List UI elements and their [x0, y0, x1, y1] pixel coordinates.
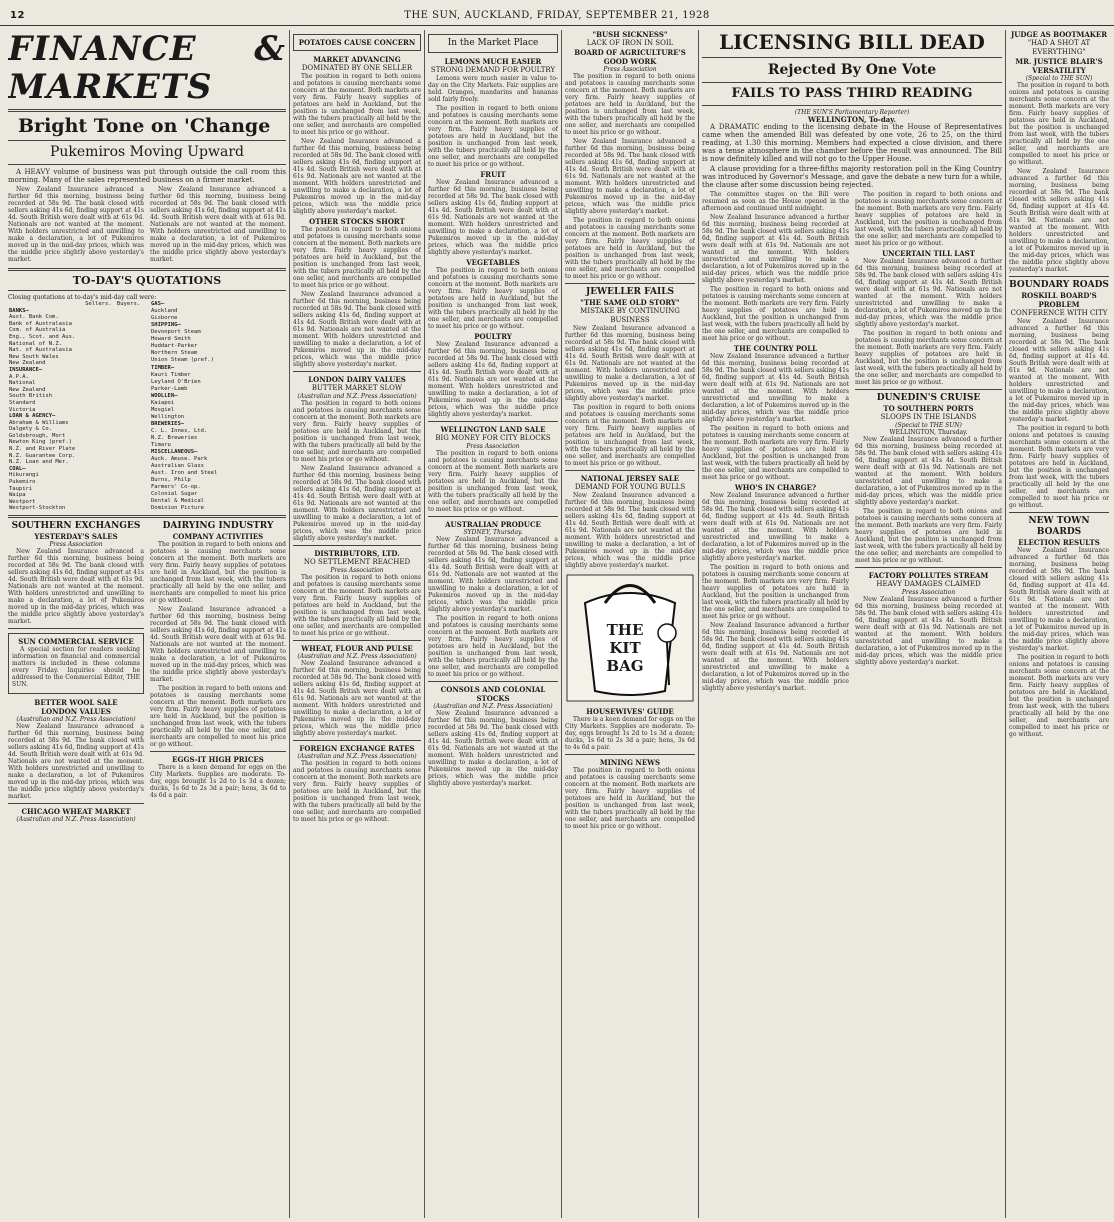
page-number: 12 [10, 10, 25, 21]
quotation-row [150, 428, 286, 435]
quotation-label: Victoria [9, 406, 36, 413]
kit-bag-body: There is a keen demand for eggs on the City Markets. Supplies are moderate. To-day, eggs brought 1s 2d to 1s 3d a dozen; ducks, 1s 6d to 2s 3d a pair; hens, 3s 6d to 4s 6d a pair. [565, 716, 695, 751]
quotation-label: Gisborne [151, 315, 178, 322]
finance-headline: Bright Tone on 'Change [18, 115, 271, 137]
country-poll-heading: THE COUNTRY POLL [733, 344, 818, 353]
quotation-row [8, 367, 144, 374]
roads-sub1: ROSKILL BOARD'S PROBLEM [1021, 291, 1097, 309]
potatoes-title: POTATOES CAUSE CONCERN [298, 38, 416, 47]
licensing-lead2: A clause providing for a three-fifths majority restoration poll in the King Country was introduced by Governor's Message, and gave the debate a new turn for a while, the clause after some discussion being rejected. [702, 165, 1002, 189]
quotation-row [8, 407, 144, 414]
quotation-label: MISCELLANEOUS— [151, 448, 198, 455]
quotation-label: BREWERIES— [151, 420, 185, 427]
aus-produce-place: SYDNEY, Thursday. [463, 529, 523, 536]
land-sale-sub: BIG MONEY FOR CITY BLOCKS [435, 434, 551, 442]
aus-produce-body-2: The position in regard to both onions and potatoes is causing merchants some concern at the moment. Both markets are very firm. Fairly heavy supplies of potatoes are held in Auckland, but the position is unchanged from last week, with the tubers practically all held by the one seller, and merchants are compelled to meet his price or go without. [428, 615, 558, 678]
quotation-row [8, 486, 144, 493]
uncertain-body-2: The position in regard to both onions and potatoes is causing merchants some concern at the moment. Both markets are very firm. Fairly heavy supplies of potatoes are held in Auckland, but the position is unchanged from last week, with the tubers practically all held by the one seller, and merchants are compelled to meet his price or go without. [855, 330, 1002, 386]
bush-body: The position in regard to both onions and potatoes is causing merchants some concern at the moment. Both markets are very firm. Fairly heavy supplies of potatoes are held in Auckland, but the position is unchanged from last week, with the tubers practically all held by the one seller, and merchants are compelled to meet his price or go without. [565, 73, 695, 136]
jeweller-body-2: The position in regard to both onions and potatoes is causing merchants some concern at the moment. Both markets are very firm. Fairly heavy supplies of potatoes are held in Auckland, but the position is unchanged from last week, with the tubers practically all held by the one seller, and merchants are compelled to meet his price or go without. [565, 404, 695, 467]
quotation-label: Com. of Australia [9, 327, 66, 334]
consols-source: (Australian and N.Z. Press Association) [433, 703, 553, 710]
quotation-label: N.Z. Loan and Mer. [9, 459, 69, 466]
licensing-body: The committee stages on the Bill were resumed as soon as the House opened in the afternoon and continued until midnight. [702, 191, 849, 212]
quotation-label: Hikurangi [9, 472, 39, 479]
quotations-subtitle: Closing quotations at to-day's mid-day call were: [8, 294, 157, 301]
potatoes-body: The position in regard to both onions and potatoes is causing merchants some concern at the moment. Both markets are very firm. Fairly heavy supplies of potatoes are held in Auckland, but the position is unchanged from last week, with the tubers practically all held by the one seller, and merchants are compelled to meet his price or go without. [293, 73, 421, 136]
finance-subhead: Pukemiros Moving Upward [49, 144, 245, 160]
quotation-row [150, 301, 286, 308]
london-dairy-body: The position in regard to both onions and potatoes is causing merchants some concern at the moment. Both markets are very firm. Fairly heavy supplies of potatoes are held in Auckland, but the position is unchanged from last week, with the tubers practically all held by the one seller, and merchants are compelled to meet his price or go without. [293, 400, 421, 463]
quotation-label: Aust. Bank Com. [9, 314, 59, 321]
quotation-row [8, 314, 144, 321]
quotation-row [150, 315, 286, 322]
quotation-row [150, 498, 286, 505]
commercial-title: SUN COMMERCIAL SERVICE [18, 637, 134, 646]
eggs-title: EGGS-IT HIGH PRICES [172, 755, 264, 764]
jeweller-sub1: "THE SAME OLD STORY" [580, 298, 680, 307]
quotation-row [8, 327, 144, 334]
quotation-row [150, 350, 286, 357]
quotation-row [150, 392, 286, 399]
quotation-row [150, 477, 286, 484]
other-stocks-body: The position in regard to both onions and potatoes is causing merchants some concern at the moment. Both markets are very firm. Fairly heavy supplies of potatoes are held in Auckland, but the position is unchanged from last week, with the tubers practically all held by the one seller, and merchants are compelled to meet his price or go without. [293, 226, 421, 289]
licensing-sub2: FAILS TO PASS THIRD READING [731, 86, 973, 101]
judge-source: (Special to THE SUN) [1025, 75, 1093, 82]
quotation-row [150, 470, 286, 477]
quotation-label: WOOLLEN— [151, 392, 178, 399]
quotation-label: National of N.Z. [9, 340, 62, 347]
kit-bag-illustration [565, 573, 695, 703]
distributors-title: DISTRIBUTORS, LTD. [314, 549, 400, 558]
lemons-sub: STRONG DEMAND FOR POULTRY [430, 66, 556, 74]
quotation-label: Leyland O'Brien [151, 378, 201, 385]
who-body-2: The position in regard to both onions and potatoes is causing merchants some concern at the moment. Both markets are very firm. Fairly heavy supplies of potatoes are held in Auckland, but the position is unchanged from last week, with the tubers practically all held by the one seller, and merchants are compelled to meet his price or go without. [702, 564, 849, 620]
dairying-body-2: New Zealand Insurance advanced a further 6d this morning, business being recorded at 58s 9d. The bank closed with sellers asking 41s 6d, finding support at 41s 4d. South British were dealt with at 61s 9d. Nationals are not wanted at the moment. With holders unrestricted and unwilling to make a declaration, a lot of Pukemiros moved up in the mid-day prices, which was the middle price slightly above yesterday's market. [150, 606, 286, 683]
quotation-label: Dominion Picture [151, 505, 204, 512]
quotation-label: INSURANCE— [9, 366, 43, 373]
factory-source: Press Association [901, 589, 956, 596]
newspaper-title: THE SUN, AUCKLAND, FRIDAY, SEPTEMBER 21, 1928 [404, 10, 710, 21]
quotation-row [8, 492, 144, 499]
licensing-sub1: Rejected By One Vote [767, 62, 937, 78]
licensing-place: WELLINGTON, To-day. [808, 115, 896, 124]
quotation-row [8, 413, 144, 420]
quotation-label: Eng., Scot. and Aus. [9, 333, 76, 340]
vegetables-heading: VEGETABLES [466, 258, 520, 267]
quotation-row [8, 433, 144, 440]
country-poll-body-2: The position in regard to both onions and potatoes is causing merchants some concern at the moment. Both markets are very firm. Fairly heavy supplies of potatoes are held in Auckland, but the position is unchanged from last week, with the tubers practically all held by the one seller, and merchants are compelled to meet his price or go without. [702, 425, 849, 481]
quotation-label: Aust. Iron and Steel [151, 469, 218, 476]
who-heading: WHO'S IN CHARGE? [734, 483, 817, 492]
quotation-label: Standard [9, 399, 36, 406]
quotation-row [150, 343, 286, 350]
bush-sub1: LACK OF IRON IN SOIL [586, 39, 674, 47]
distributors-source: Press Association [330, 567, 384, 574]
chicago-source: (Australian and N.Z. Press Association) [16, 816, 136, 823]
quotations-title: TO-DAY'S QUOTATIONS [72, 274, 222, 287]
distributors-sub: NO SETTLEMENT REACHED [303, 558, 411, 566]
potatoes-body-2: New Zealand Insurance advanced a further 6d this morning, business being recorded at 58s 9d. The bank closed with sellers asking 41s 6d, finding support at 41s 4d. South British were dealt with at 61s 9d. Nationals are not wanted at the moment. With holders unrestricted and unwilling to make a declaration, a lot of Pukemiros moved up in the mid-day prices, which was the middle price slightly above yesterday's market. [293, 138, 421, 215]
wool-sub: LONDON VALUES [41, 707, 111, 716]
jersey-body: New Zealand Insurance advanced a further 6d this morning, business being recorded at 58s 9d. The bank closed with sellers asking 41s 6d, finding support at 41s 4d. South British were dealt with at 61s 9d. Nationals are not wanted at the moment. With holders unrestricted and unwilling to make a declaration, a lot of Pukemiros moved up in the mid-day prices, which was the middle price slightly above yesterday's market. [565, 492, 695, 569]
southern-body: New Zealand Insurance advanced a further 6d this morning, business being recorded at 58s 9d. The bank closed with sellers asking 41s 6d, finding support at 41s 4d. South British were dealt with at 61s 9d. Nationals are not wanted at the moment. With holders unrestricted and unwilling to make a declaration, a lot of Pukemiros moved up in the mid-day prices, which was the middle price slightly above yesterday's market. [8, 548, 144, 625]
quotation-label: Goldsbrough, Mort [9, 432, 66, 439]
exchange-source: (Australian and N.Z. Press Association) [297, 753, 417, 760]
licensing-source: (THE SUN'S Parliamentary Reporter) [794, 109, 910, 116]
quotation-label: Kaiapoi [151, 399, 175, 406]
dairying-title: DAIRYING INDUSTRY [162, 521, 274, 531]
quotation-row [8, 439, 144, 446]
quotation-row [8, 420, 144, 427]
quotation-label: Huddart-Parker [151, 343, 198, 350]
quotation-row [8, 374, 144, 381]
quotation-row [150, 371, 286, 378]
quotation-label: Abraham & Williams [9, 419, 69, 426]
consols-body: New Zealand Insurance advanced a further 6d this morning, business being recorded at 58s 9d. The bank closed with sellers asking 41s 6d, finding support at 41s 4d. South British were dealt with at 61s 9d. Nationals are not wanted at the moment. With holders unrestricted and unwilling to make a declaration, a lot of Pukemiros moved up in the mid-day prices, which was the middle price slightly above yesterday's market. [428, 710, 558, 787]
eggs-body: There is a keen demand for eggs on the City Markets. Supplies are moderate. To-day, eggs brought 1s 2d to 1s 3d a dozen; ducks, 1s 6d to 2s 3d a pair; hens, 3s 6d to 4s 6d a pair. [150, 764, 286, 799]
quotation-row [8, 387, 144, 394]
kit-bag-label: THE KIT BAG [606, 621, 644, 675]
quotation-label: Union Steam (pref.) [151, 357, 214, 364]
quotation-row [8, 472, 144, 479]
dunedin-sub1: TO SOUTHERN PORTS [883, 404, 974, 413]
market-place-column [428, 30, 558, 1218]
bush-body-3: The position in regard to both onions and potatoes is causing merchants some concern at the moment. Both markets are very firm. Fairly heavy supplies of potatoes are held in Auckland, but the position is unchanged from last week, with the tubers practically all held by the one seller, and merchants are compelled to meet his price or go without. [565, 217, 695, 280]
quotations-table [8, 301, 144, 512]
factory-body: New Zealand Insurance advanced a further 6d this morning, business being recorded at 58s 9d. The bank closed with sellers asking 41s 6d, finding support at 41s 4d. South British were dealt with at 61s 9d. Nationals are not wanted at the moment. With holders unrestricted and unwilling to make a declaration, a lot of Pukemiros moved up in the mid-day prices, which was the middle price slightly above yesterday's market. [855, 596, 1002, 666]
quotation-label: A.P.A. [9, 373, 29, 380]
dunedin-source: (Special to THE SUN) [895, 422, 962, 429]
licensing-body-4: The position in regard to both onions and potatoes is causing merchants some concern at the moment. Both markets are very firm. Fairly heavy supplies of potatoes are held in Auckland, but the position is unchanged from last week, with the tubers practically all held by the one seller, and merchants are compelled to meet his price or go without. [855, 191, 1002, 247]
lemons-body: The position in regard to both onions and potatoes is causing merchants some concern at the moment. Both markets are very firm. Fairly heavy supplies of potatoes are held in Auckland, but the position is unchanged from last week, with the tubers practically all held by the one seller, and merchants are compelled to meet his price or go without. [428, 105, 558, 168]
quotation-row [150, 505, 286, 512]
dairying-body: The position in regard to both onions and potatoes is causing merchants some concern at the moment. Both markets are very firm. Fairly heavy supplies of potatoes are held in Auckland, but the position is unchanged from last week, with the tubers practically all held by the one seller, and merchants are compelled to meet his price or go without. [150, 541, 286, 604]
quotation-label: Colonial Sugar [151, 491, 198, 498]
quotation-row [8, 505, 144, 512]
quotation-label: Waipa [9, 492, 26, 499]
quotation-label: C. L. Innes, Ltd. [151, 427, 208, 434]
licensing-column [702, 30, 1002, 1218]
quotation-row [150, 336, 286, 343]
poultry-body: New Zealand Insurance advanced a further 6d this morning, business being recorded at 58s 9d. The bank closed with sellers asking 41s 6d, finding support at 41s 4d. South British were dealt with at 61s 9d. Nationals are not wanted at the moment. With holders unrestricted and unwilling to make a declaration, a lot of Pukemiros moved up in the mid-day prices, which was the middle price slightly above yesterday's market. [428, 341, 558, 418]
quotation-row [150, 449, 286, 456]
commercial-body: A special section for readers seeking information on financial and commercial matters is included in these columns every Friday. Inquiries should be addressed to the Commercial Editor, THE SUN. [12, 646, 140, 688]
london-dairy-source: (Australian and N.Z. Press Association) [297, 393, 417, 400]
wool-body: New Zealand Insurance advanced a further 6d this morning, business being recorded at 58s 9d. The bank closed with sellers asking 41s 6d, finding support at 41s 4d. South British were dealt with at 61s 9d. Nationals are not wanted at the moment. With holders unrestricted and unwilling to make a declaration, a lot of Pukemiros moved up in the mid-day prices, which was the middle price slightly above yesterday's market. [8, 723, 144, 800]
quotation-label: COAL— [9, 465, 26, 472]
quotation-row [150, 435, 286, 442]
dunedin-place: WELLINGTON, Thursday. [889, 429, 968, 436]
vegetables-body: The position in regard to both onions and potatoes is causing merchants some concern at the moment. Both markets are very firm. Fairly heavy supplies of potatoes are held in Auckland, but the position is unchanged from last week, with the tubers practically all held by the one seller, and merchants are compelled to meet his price or go without. [428, 267, 558, 330]
quotation-row [150, 414, 286, 421]
boards-title: NEW TOWN BOARDS [1028, 516, 1090, 537]
land-sale-title: WELLINGTON LAND SALE [440, 425, 546, 434]
wool-source: (Australian and N.Z. Press Association) [16, 716, 136, 723]
lemons-lead: Lemons were much easier in value to-day on the City Markets. Fair supplies are held. Oranges, mandarins and bananas sold fairly freely. [428, 75, 558, 103]
quotation-row [8, 334, 144, 341]
finance-lead: A HEAVY volume of business was put through outside the call room this morning. Many of the sales represented business on a firmer market. [8, 168, 286, 184]
other-stocks-body-2: New Zealand Insurance advanced a further 6d this morning, business being recorded at 58s 9d. The bank closed with sellers asking 41s 6d, finding support at 41s 4d. South British were dealt with at 61s 9d. Nationals are not wanted at the moment. With holders unrestricted and unwilling to make a declaration, a lot of Pukemiros moved up in the mid-day prices, which was the middle price slightly above yesterday's market. [293, 291, 421, 368]
quotation-row [8, 341, 144, 348]
wheat-title: WHEAT, FLOUR AND PULSE [301, 644, 413, 653]
quotation-label: Burns, Philp [151, 477, 191, 483]
col-buyers: Buyers. [116, 301, 141, 307]
bush-sub2: BOARD OF AGRICULTURE'S GOOD WORK [574, 48, 686, 66]
mining-body: The position in regard to both onions and potatoes is causing merchants some concern at the moment. Both markets are very firm. Fairly heavy supplies of potatoes are held in Auckland, but the position is unchanged from last week, with the tubers practically all held by the one seller, and merchants are compelled to meet his price or go without. [565, 767, 695, 830]
exchange-title: FOREIGN EXCHANGE RATES [299, 744, 415, 753]
jeweller-sub2: MISTAKE BY CONTINUING BUSINESS [580, 307, 680, 324]
quotation-row [8, 360, 144, 367]
quotation-label: Dental & Medical [151, 498, 204, 505]
licensing-body-2: New Zealand Insurance advanced a further 6d this morning, business being recorded at 58s 9d. The bank closed with sellers asking 41s 6d, finding support at 41s 4d. South British were dealt with at 61s 9d. Nationals are not wanted at the moment. With holders unrestricted and unwilling to make a declaration, a lot of Pukemiros moved up in the mid-day prices, which was the middle price slightly above yesterday's market. [702, 214, 849, 284]
licensing-lead: A DRAMATIC ending to the licensing debate in the House of Representatives came when the amended Bill was defeated by one vote, 26 to 25, on the third reading, at 1.30 this morning. Members had expected a close division, and there was a tense atmosphere in the chamber before the result was announced. The Bill is now definitely killed and will not go to the Upper House. [702, 123, 1002, 163]
quotation-label: Farmers' Co-op. [151, 484, 201, 491]
poultry-heading: POULTRY [474, 332, 512, 341]
bush-column [565, 30, 695, 1218]
kit-bag-caption: HOUSEWIVES' GUIDE [586, 707, 674, 716]
col-sellers: Sellers. [85, 301, 112, 307]
quotation-row [150, 364, 286, 371]
quotation-label: Devonport Steam [151, 329, 201, 336]
masthead [0, 8, 1114, 26]
quotation-label: Kauri Timber [151, 371, 191, 378]
aus-produce-body: New Zealand Insurance advanced a further 6d this morning, business being recorded at 58s 9d. The bank closed with sellers asking 41s 6d, finding support at 41s 4d. South British were dealt with at 61s 9d. Nationals are not wanted at the moment. With holders unrestricted and unwilling to make a declaration, a lot of Pukemiros moved up in the mid-day prices, which was the middle price slightly above yesterday's market. [428, 536, 558, 613]
chicago-title: CHICAGO WHEAT MARKET [21, 807, 131, 816]
london-dairy-title: LONDON DAIRY VALUES [308, 375, 406, 384]
dunedin-sub2: SLOOPS IN THE ISLANDS [880, 413, 977, 421]
other-stocks-title: OTHER STOCKS SHORT [309, 217, 405, 226]
quotation-row [8, 347, 144, 354]
uncertain-heading: UNCERTAIN TILL LAST [882, 249, 975, 258]
quotation-label: Bank of Australasia [9, 320, 72, 327]
quotation-row [8, 393, 144, 400]
quotation-row [8, 354, 144, 361]
roads-title: BOUNDARY ROADS [1009, 280, 1109, 290]
finance-column [8, 30, 286, 1218]
exchange-body: The position in regard to both onions and potatoes is causing merchants some concern at the moment. Both markets are very firm. Fairly heavy supplies of potatoes are held in Auckland, but the position is unchanged from last week, with the tubers practically all held by the one seller, and merchants are compelled to meet his price or go without. [293, 760, 421, 823]
quotation-row [150, 322, 286, 329]
land-sale-body: The position in regard to both onions and potatoes is causing merchants some concern at the moment. Both markets are very firm. Fairly heavy supplies of potatoes are held in Auckland, but the position is unchanged from last week, with the tubers practically all held by the one seller, and merchants are compelled to meet his price or go without. [428, 450, 558, 513]
quotation-label: New South Wales [9, 353, 59, 360]
judge-body-2: New Zealand Insurance advanced a further 6d this morning, business being recorded at 58s 9d. The bank closed with sellers asking 41s 6d, finding support at 41s 4d. South British were dealt with at 61s 9d. Nationals are not wanted at the moment. With holders unrestricted and unwilling to make a declaration, a lot of Pukemiros moved up in the mid-day prices, which was the middle price slightly above yesterday's market. [1009, 168, 1109, 273]
quotation-label: Westport-Stockton [9, 505, 66, 512]
quotation-label: N.Z. Guarantee Corp. [9, 452, 76, 459]
finance-body-2: New Zealand Insurance advanced a further 6d this morning, business being recorded at 58s 9d. The bank closed with sellers asking 41s 6d, finding support at 41s 4d. South British were dealt with at 61s 9d. Nationals are not wanted at the moment. With holders unrestricted and unwilling to make a declaration, a lot of Pukemiros moved up in the mid-day prices, which was the middle price slightly above yesterday's market. [150, 186, 286, 263]
licensing-body-3: The position in regard to both onions and potatoes is causing merchants some concern at the moment. Both markets are very firm. Fairly heavy supplies of potatoes are held in Auckland, but the position is unchanged from last week, with the tubers practically all held by the one seller, and merchants are compelled to meet his price or go without. [702, 286, 849, 342]
wheat-source: (Australian and N.Z. Press Association) [297, 653, 417, 660]
quotation-row [8, 459, 144, 466]
factory-sub: HEAVY DAMAGES CLAIMED [876, 580, 981, 588]
quotation-label: New Zealand [9, 386, 46, 393]
finance-banner: FINANCE & MARKETS [8, 30, 286, 107]
potatoes-sub1: MARKET ADVANCING [313, 55, 401, 64]
london-dairy-sub: BUTTER MARKET SLOW [311, 384, 403, 392]
dunedin-body: New Zealand Insurance advanced a further 6d this morning, business being recorded at 58s 9d. The bank closed with sellers asking 41s 6d, finding support at 41s 4d. South British were dealt with at 61s 9d. Nationals are not wanted at the moment. With holders unrestricted and unwilling to make a declaration, a lot of Pukemiros moved up in the mid-day prices, which was the middle price slightly above yesterday's market. [855, 436, 1002, 506]
quotation-row [8, 466, 144, 473]
dairying-sub: COMPANY ACTIVITIES [172, 532, 264, 541]
quotation-label: New Zealand [9, 360, 46, 367]
country-poll-body: New Zealand Insurance advanced a further 6d this morning, business being recorded at 58s 9d. The bank closed with sellers asking 41s 6d, finding support at 41s 4d. South British were dealt with at 61s 9d. Nationals are not wanted at the moment. With holders unrestricted and unwilling to make a declaration, a lot of Pukemiros moved up in the mid-day prices, which was the middle price slightly above yesterday's market. [702, 353, 849, 423]
aus-produce-title: AUSTRALIAN PRODUCE [445, 520, 541, 529]
quotation-label: Howard Smith [151, 336, 191, 343]
fruit-body: New Zealand Insurance advanced a further 6d this morning, business being recorded at 58s 9d. The bank closed with sellers asking 41s 6d, finding support at 41s 4d. South British were dealt with at 61s 9d. Nationals are not wanted at the moment. With holders unrestricted and unwilling to make a declaration, a lot of Pukemiros moved up in the mid-day prices, which was the middle price slightly above yesterday's market. [428, 179, 558, 256]
quotation-label: Westport [9, 498, 36, 505]
quotation-row [8, 308, 144, 315]
judge-sub1: "HAD A SHOT AT EVERYTHING" [1027, 39, 1091, 56]
consols-title: CONSOLS AND COLONIAL STOCKS [440, 685, 546, 703]
quotation-label: SHIPPING— [151, 322, 181, 329]
boards-sub: ELECTION RESULTS [1018, 538, 1100, 547]
quotation-row [8, 321, 144, 328]
quotation-label: Mosgiel [151, 406, 175, 413]
judge-body: The position in regard to both onions and potatoes is causing merchants some concern at the moment. Both markets are very firm. Fairly heavy supplies of potatoes are held in Auckland, but the position is unchanged from last week, with the tubers practically all held by the one seller, and merchants are compelled to meet his price or go without. [1009, 82, 1109, 166]
quotation-row [8, 479, 144, 486]
quotation-label: TIMBER— [151, 364, 175, 371]
bush-source: Press Association [603, 66, 657, 73]
distributors-body: The position in regard to both onions and potatoes is causing merchants some concern at the moment. Both markets are very firm. Fairly heavy supplies of potatoes are held in Auckland, but the position is unchanged from last week, with the tubers practically all held by the one seller, and merchants are compelled to meet his price or go without. [293, 574, 421, 637]
quotation-row [150, 406, 286, 413]
dunedin-body-2: The position in regard to both onions and potatoes is causing merchants some concern at the moment. Both markets are very firm. Fairly heavy supplies of potatoes are held in Auckland, but the position is unchanged from last week, with the tubers practically all held by the one seller, and merchants are compelled to meet his price or go without. [855, 508, 1002, 564]
quotation-label: Taupiri [9, 485, 33, 492]
quotation-row [8, 380, 144, 387]
quotation-row [150, 308, 286, 315]
wheat-body: New Zealand Insurance advanced a further 6d this morning, business being recorded at 58s 9d. The bank closed with sellers asking 41s 6d, finding support at 41s 4d. South British were dealt with at 61s 9d. Nationals are not wanted at the moment. With holders unrestricted and unwilling to make a declaration, a lot of Pukemiros moved up in the mid-day prices, which was the middle price slightly above yesterday's market. [293, 660, 421, 737]
quotation-row [150, 329, 286, 336]
quotation-label: Timaru [151, 441, 171, 448]
quotation-label: Nat. of Australasia [9, 347, 72, 354]
quotation-label: Newton King (pref.) [9, 439, 72, 446]
finance-body: New Zealand Insurance advanced a further 6d this morning, business being recorded at 58s 9d. The bank closed with sellers asking 41s 6d, finding support at 41s 4d. South British were dealt with at 61s 9d. Nationals are not wanted at the moment. With holders unrestricted and unwilling to make a declaration, a lot of Pukemiros moved up in the mid-day prices, which was the middle price slightly above yesterday's market. [8, 186, 144, 263]
southern-title: SOUTHERN EXCHANGES [11, 521, 141, 531]
quotation-label: Northern Steam [151, 350, 198, 357]
london-dairy-body-2: New Zealand Insurance advanced a further 6d this morning, business being recorded at 58s 9d. The bank closed with sellers asking 41s 6d, finding support at 41s 4d. South British were dealt with at 61s 9d. Nationals are not wanted at the moment. With holders unrestricted and unwilling to make a declaration, a lot of Pukemiros moved up in the mid-day prices, which was the middle price slightly above yesterday's market. [293, 465, 421, 542]
bush-body-2: New Zealand Insurance advanced a further 6d this morning, business being recorded at 58s 9d. The bank closed with sellers asking 41s 6d, finding support at 41s 4d. South British were dealt with at 61s 9d. Nationals are not wanted at the moment. With holders unrestricted and unwilling to make a declaration, a lot of Pukemiros moved up in the mid-day prices, which was the middle price slightly above yesterday's market. [565, 138, 695, 215]
uncertain-body: New Zealand Insurance advanced a further 6d this morning, business being recorded at 58s 9d. The bank closed with sellers asking 41s 6d, finding support at 41s 4d. South British were dealt with at 61s 9d. Nationals are not wanted at the moment. With holders unrestricted and unwilling to make a declaration, a lot of Pukemiros moved up in the mid-day prices, which was the middle price slightly above yesterday's market. [855, 258, 1002, 328]
bush-title: "BUSH SICKNESS" [592, 30, 668, 39]
quotation-row [150, 378, 286, 385]
market-place-label: In the Market Place [447, 38, 539, 48]
quotations-table-2 [150, 301, 286, 512]
quotation-row [8, 400, 144, 407]
quotation-label: Pukemiro [9, 479, 36, 486]
potatoes-sub2: DOMINATED BY ONE SELLER [301, 64, 413, 72]
quotation-row [8, 446, 144, 453]
roads-body: New Zealand Insurance advanced a further 6d this morning, business being recorded at 58s 9d. The bank closed with sellers asking 41s 6d, finding support at 41s 4d. South British were dealt with at 61s 9d. Nationals are not wanted at the moment. With holders unrestricted and unwilling to make a declaration, a lot of Pukemiros moved up in the mid-day prices, which was the middle price slightly above yesterday's market. [1009, 318, 1109, 423]
judge-sub2: MR. JUSTICE BLAIR'S VERSATILITY [1015, 57, 1103, 75]
dunedin-title: DUNEDIN'S CRUISE [876, 393, 981, 403]
quotation-label: Auck. Amuse. Park [151, 455, 208, 462]
dairying-body-3: The position in regard to both onions and potatoes is causing merchants some concern at the moment. Both markets are very firm. Fairly heavy supplies of potatoes are held in Auckland, but the position is unchanged from last week, with the tubers practically all held by the one seller, and merchants are compelled to meet his price or go without. [150, 685, 286, 748]
quotation-row [150, 421, 286, 428]
jersey-title: NATIONAL JERSEY SALE [580, 474, 680, 483]
quotation-label: N.Z. and River Plate [9, 446, 76, 453]
quotation-row [150, 491, 286, 498]
southern-source: Press Association [49, 541, 103, 548]
quotation-label: Parker-Lamb [151, 385, 188, 392]
quotation-row [8, 499, 144, 506]
factory-title: FACTORY POLLUTES STREAM [868, 571, 989, 580]
judge-title: JUDGE AS BOOTMAKER [1010, 30, 1108, 39]
quotation-label: BANKS— [9, 307, 29, 314]
quotation-label: Wellington [151, 413, 185, 420]
quotation-row [8, 453, 144, 460]
quotation-label: N.Z. Breweries [151, 434, 198, 441]
boards-body: New Zealand Insurance advanced a further 6d this morning, business being recorded at 58s 9d. The bank closed with sellers asking 41s 6d, finding support at 41s 4d. South British were dealt with at 61s 9d. Nationals are not wanted at the moment. With holders unrestricted and unwilling to make a declaration, a lot of Pukemiros moved up in the mid-day prices, which was the middle price slightly above yesterday's market. [1009, 547, 1109, 652]
quotation-label: GAS— [151, 301, 165, 308]
roads-sub2: CONFERENCE WITH CITY [1010, 309, 1108, 317]
quotation-row [8, 426, 144, 433]
market-column [293, 30, 421, 1218]
quotation-row [150, 484, 286, 491]
southern-sub: YESTERDAY'S SALES [34, 532, 118, 541]
quotation-label: Auckland [151, 308, 178, 315]
jersey-sub: DEMAND FOR YOUNG BULLS [574, 483, 686, 491]
quotation-label: Australian Glass [151, 462, 204, 469]
quotation-label: LOAN & AGENCY— [9, 413, 56, 420]
who-body-3: New Zealand Insurance advanced a further 6d this morning, business being recorded at 58s 9d. The bank closed with sellers asking 41s 6d, finding support at 41s 4d. South British were dealt with at 61s 9d. Nationals are not wanted at the moment. With holders unrestricted and unwilling to make a declaration, a lot of Pukemiros moved up in the mid-day prices, which was the middle price slightly above yesterday's market. [702, 622, 849, 692]
quotation-label: Dalgety & Co. [9, 426, 53, 433]
lemons-title: LEMONS MUCH EASIER [444, 57, 542, 66]
who-body: New Zealand Insurance advanced a further 6d this morning, business being recorded at 58s 9d. The bank closed with sellers asking 41s 6d, finding support at 41s 4d. South British were dealt with at 61s 9d. Nationals are not wanted at the moment. With holders unrestricted and unwilling to make a declaration, a lot of Pukemiros moved up in the mid-day prices, which was the middle price slightly above yesterday's market. [702, 492, 849, 562]
quotation-row [150, 385, 286, 392]
quotation-label: South British [9, 393, 53, 400]
land-sale-source: Press Association [466, 443, 520, 450]
mining-title: MINING NEWS [599, 758, 661, 767]
boards-body-2: The position in regard to both onions and potatoes is causing merchants some concern at the moment. Both markets are very firm. Fairly heavy supplies of potatoes are held in Auckland, but the position is unchanged from last week, with the tubers practically all held by the one seller, and merchants are compelled to meet his price or go without. [1009, 654, 1109, 738]
quotation-row [150, 442, 286, 449]
licensing-title: LICENSING BILL DEAD [719, 30, 985, 54]
roads-body-2: The position in regard to both onions and potatoes is causing merchants some concern at the moment. Both markets are very firm. Fairly heavy supplies of potatoes are held in Auckland, but the position is unchanged from last week, with the tubers practically all held by the one seller, and merchants are compelled to meet his price or go without. [1009, 425, 1109, 509]
jeweller-title: JEWELLER FAILS [585, 287, 675, 297]
quotation-row [150, 357, 286, 364]
quotation-label: National [9, 380, 36, 387]
wool-title: BETTER WOOL SALE [34, 698, 118, 707]
quotation-row [150, 399, 286, 406]
quotation-row [150, 463, 286, 470]
fruit-heading: FRUIT [480, 170, 506, 179]
jeweller-body: New Zealand Insurance advanced a further 6d this morning, business being recorded at 58s 9d. The bank closed with sellers asking 41s 6d, finding support at 41s 4d. South British were dealt with at 61s 9d. Nationals are not wanted at the moment. With holders unrestricted and unwilling to make a declaration, a lot of Pukemiros moved up in the mid-day prices, which was the middle price slightly above yesterday's market. [565, 325, 695, 402]
judge-column [1009, 30, 1109, 1218]
quotation-row [150, 456, 286, 463]
